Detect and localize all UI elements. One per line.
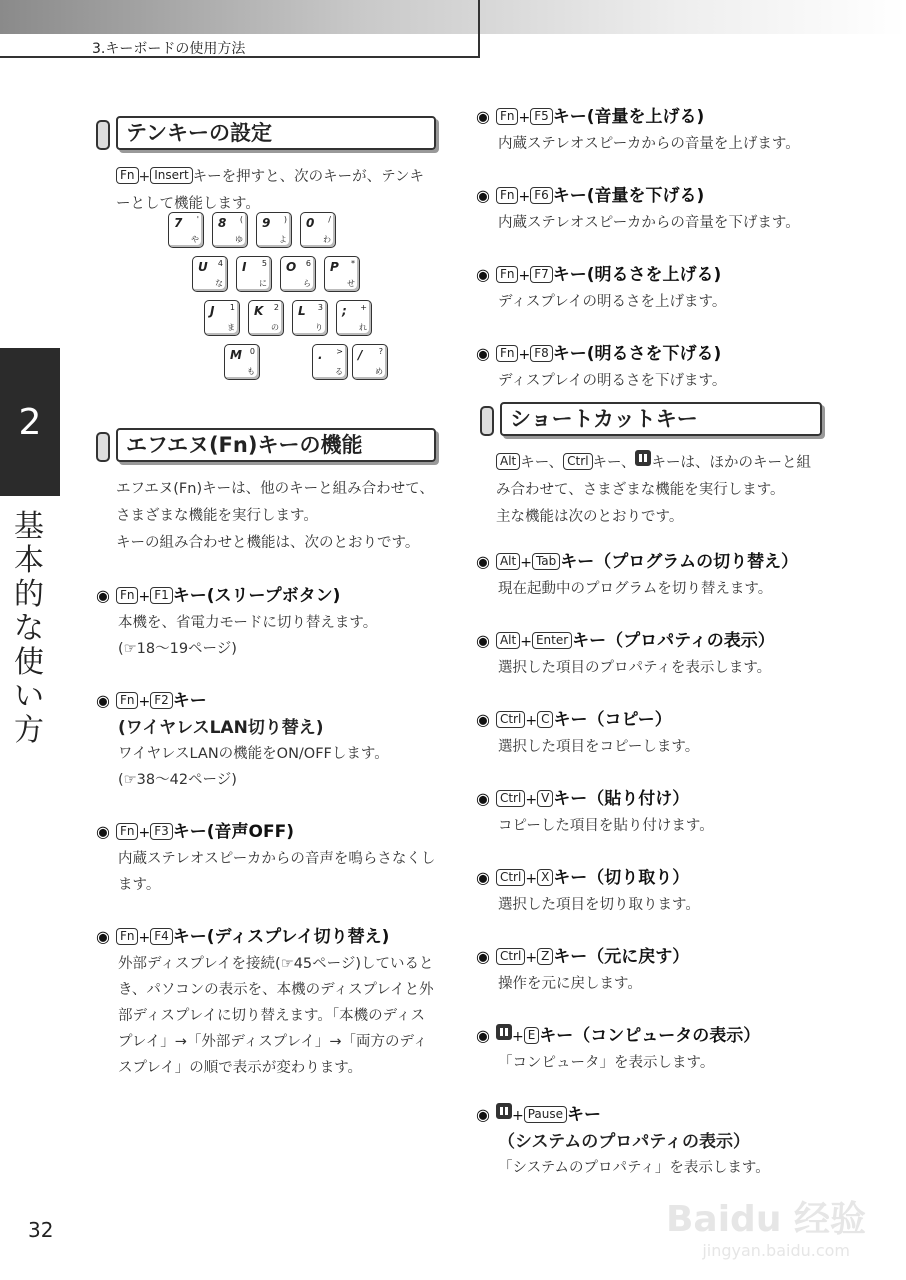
keypad-key: O 6 ら	[280, 256, 316, 292]
chapter-number-tab: 2	[0, 348, 60, 496]
watermark-brand: Baidu 经验	[665, 1199, 866, 1240]
key-cap: Fn	[116, 692, 139, 709]
key-cap: Ctrl	[496, 948, 525, 965]
key-cap: Ctrl	[496, 790, 525, 807]
bullet-icon: ◉	[476, 789, 490, 808]
bullet-icon: ◉	[476, 265, 490, 284]
right-column	[476, 104, 822, 1181]
item-label: キー(ディスプレイ切り替え)	[172, 927, 390, 947]
keypad-key: 0 / わ	[300, 212, 336, 248]
tenkey-description: Fn + Insert キーを押すと、次のキーが、テンキーとして機能します。	[116, 168, 424, 212]
keypad-key: ; + れ	[336, 300, 372, 336]
key-cap: Fn	[116, 928, 139, 945]
item-label: キー（切り取り）	[553, 868, 690, 888]
key-cap: F3	[150, 823, 173, 840]
key-cap: C	[537, 711, 553, 728]
fn-title: エフエヌ(Fn)キーの機能	[116, 428, 436, 462]
item-label: キー(スリープボタン)	[172, 586, 341, 606]
keypad-key: U 4 な	[192, 256, 228, 292]
key-cap: V	[537, 790, 553, 807]
shortcut-item: ◉ + Pause キー （システムのプロパティの表示） 「システムのプロパティ」を表示します。	[476, 1102, 822, 1181]
key-cap: Fn	[116, 823, 139, 840]
item-desc: 「システムのプロパティ」を表示します。	[498, 1160, 770, 1176]
key-cap: F1	[150, 587, 173, 604]
shortcut-item: ◉ Ctrl + C キー（コピー） 選択した項目をコピーします。	[476, 707, 822, 760]
item-label: キー	[172, 691, 207, 711]
fn-item: ◉ Fn + F7 キー(明るさを上げる) ディスプレイの明るさを上げます。	[476, 262, 822, 315]
chapter-title: 基本的な使い方	[14, 509, 44, 748]
item-desc: 現在起動中のプログラムを切り替えます。	[498, 581, 773, 597]
desc-text: キー、	[520, 455, 564, 471]
key-cap: Alt	[496, 453, 520, 470]
section-tab-icon	[96, 432, 110, 462]
item-label: キー(音量を下げる)	[552, 186, 705, 206]
tenkey-desc-text: キーを押すと、次のキーが、テンキーとして機能します。	[116, 169, 424, 212]
item-desc: 本機を、省電力モードに切り替えます。	[118, 615, 378, 631]
item-label: キー（貼り付け）	[553, 789, 690, 809]
key-cap: Enter	[532, 632, 572, 649]
item-label: キー（プロパティの表示）	[572, 631, 775, 651]
item-desc: ディスプレイの明るさを下げます。	[498, 373, 727, 389]
keypad-key: P * せ	[324, 256, 360, 292]
bullet-icon: ◉	[476, 344, 490, 363]
key-cap: Fn	[496, 266, 519, 283]
keypad-key: 7 ' や	[168, 212, 204, 248]
key-cap: F6	[530, 187, 553, 204]
bullet-icon: ◉	[96, 927, 110, 946]
bullet-icon: ◉	[476, 631, 490, 650]
key-cap: Z	[537, 948, 553, 965]
item-label: キー	[567, 1105, 601, 1125]
key-cap: E	[524, 1027, 540, 1044]
keypad-key: . > る	[312, 344, 348, 380]
keypad-key: L 3 り	[292, 300, 328, 336]
item-desc: 選択した項目をコピーします。	[498, 739, 700, 755]
key-cap: Pause	[524, 1106, 567, 1123]
bullet-icon: ◉	[476, 1105, 490, 1124]
bullet-icon: ◉	[96, 586, 110, 605]
shortcut-description-2: 主な機能は次のとおりです。	[496, 509, 684, 525]
fn-heading	[96, 428, 436, 466]
key-cap: Ctrl	[496, 869, 525, 886]
item-label: キー(明るさを下げる)	[552, 344, 722, 364]
shortcut-description	[496, 450, 822, 504]
fn-item: ◉ Fn + F2 キー (ワイヤレスLAN切り替え) ワイヤレスLANの機能をON/OFFします。 (☞38〜42ページ)	[96, 688, 436, 793]
fn-item: ◉ Fn + F1 キー(スリープボタン) 本機を、省電力モードに切り替えます。 (☞18〜19ページ)	[96, 583, 436, 662]
key-cap: Fn	[116, 167, 139, 184]
watermark-url: jingyan.baidu.com	[702, 1241, 850, 1260]
key-cap: F2	[150, 692, 173, 709]
key-cap: F5	[530, 108, 553, 125]
key-cap: Tab	[532, 553, 560, 570]
windows-key-icon	[496, 1024, 512, 1040]
item-desc: ワイヤレスLANの機能をON/OFFします。	[118, 746, 389, 762]
fn-description: エフエヌ(Fn)キーは、他のキーと組み合わせて、さまざまな機能を実行します。	[116, 481, 434, 524]
item-ref: (☞38〜42ページ)	[118, 772, 237, 788]
fn-item: ◉ Fn + F4 キー(ディスプレイ切り替え) 外部ディスプレイを接続(☞45ページ)しているとき、パソコンの表示を、本機のディスプレイと外部ディスプレイに切り替えます。「本機のディスプレイ」→「外部ディスプレイ」→「両方のディスプレイ」の順で表示が変わります。	[96, 924, 436, 1081]
shortcut-heading	[480, 402, 822, 440]
windows-key-icon	[496, 1103, 512, 1119]
shortcut-item: ◉ + E キー（コンピュータの表示） 「コンピュータ」を表示します。	[476, 1023, 822, 1076]
tenkey-title: テンキーの設定	[116, 116, 436, 150]
item-label: キー(明るさを上げる)	[552, 265, 722, 285]
item-desc: 選択した項目のプロパティを表示します。	[498, 660, 772, 676]
item-desc: ディスプレイの明るさを上げます。	[498, 294, 727, 310]
item-ref: (☞18〜19ページ)	[118, 641, 237, 657]
item-desc: 選択した項目を切り取ります。	[498, 897, 700, 913]
item-desc: 外部ディスプレイを接続(☞45ページ)しているとき、パソコンの表示を、本機のディスプレイと外部ディスプレイに切り替えます。「本機のディスプレイ」→「外部ディスプレイ」→「両方のディスプレイ」の順で表示が変わります。	[118, 956, 434, 1076]
shortcut-item: ◉ Ctrl + Z キー（元に戻す） 操作を元に戻します。	[476, 944, 822, 997]
item-label: キー（コピー）	[553, 710, 672, 730]
keypad-key: 8 ( ゆ	[212, 212, 248, 248]
section-tab-icon	[96, 120, 110, 150]
fn-item: ◉ Fn + F3 キー(音声OFF) 内蔵ステレオスピーカからの音声を鳴らさなくします。	[96, 819, 436, 898]
page-number: 32	[28, 1218, 54, 1242]
bullet-icon: ◉	[476, 186, 490, 205]
keypad-key: 9 ) よ	[256, 212, 292, 248]
shortcut-title: ショートカットキー	[500, 402, 822, 436]
desc-text: キーは、ほかのキーと組み合わせて、さまざまな機能を実行します。	[496, 455, 811, 498]
item-desc: 内蔵ステレオスピーカからの音量を上げます。	[498, 136, 800, 152]
fn-item: ◉ Fn + F5 キー(音量を上げる) 内蔵ステレオスピーカからの音量を上げます。	[476, 104, 822, 157]
keypad-key: / ? め	[352, 344, 388, 380]
key-cap: F4	[150, 928, 173, 945]
item-desc: 内蔵ステレオスピーカからの音量を下げます。	[498, 215, 800, 231]
shortcut-item: ◉ Alt + Tab キー（プログラムの切り替え） 現在起動中のプログラムを切り替えます。	[476, 549, 822, 602]
key-cap: Ctrl	[496, 711, 525, 728]
bullet-icon: ◉	[476, 107, 490, 126]
item-label: キー（プログラムの切り替え）	[560, 552, 799, 572]
item-desc: コピーした項目を貼り付けます。	[498, 818, 714, 834]
item-label: キー(音声OFF)	[172, 822, 294, 842]
bullet-icon: ◉	[476, 552, 490, 571]
key-cap: X	[537, 869, 553, 886]
keypad-key: K 2 の	[248, 300, 284, 336]
item-desc: 内蔵ステレオスピーカからの音声を鳴らさなくします。	[118, 851, 436, 893]
keypad-key: I 5 に	[236, 256, 272, 292]
left-column	[96, 116, 436, 1076]
shortcut-item: ◉ Ctrl + V キー（貼り付け） コピーした項目を貼り付けます。	[476, 786, 822, 839]
fn-description-2: キーの組み合わせと機能は、次のとおりです。	[116, 535, 420, 551]
windows-key-icon	[635, 450, 651, 466]
bullet-icon: ◉	[476, 710, 490, 729]
key-cap: Fn	[116, 587, 139, 604]
bullet-icon: ◉	[476, 868, 490, 887]
item-desc: 操作を元に戻します。	[498, 976, 642, 992]
bullet-icon: ◉	[476, 1026, 490, 1045]
fn-item: ◉ Fn + F6 キー(音量を下げる) 内蔵ステレオスピーカからの音量を下げます。	[476, 183, 822, 236]
item-sublabel: （システムのプロパティの表示）	[498, 1132, 750, 1152]
tenkey-keypad-illustration	[168, 212, 448, 390]
key-cap: Alt	[496, 632, 520, 649]
key-cap: Alt	[496, 553, 520, 570]
fn-item: ◉ Fn + F8 キー(明るさを下げる) ディスプレイの明るさを下げます。	[476, 341, 822, 394]
header-section-title: 3.キーボードの使用方法	[92, 41, 246, 57]
key-cap: Fn	[496, 108, 519, 125]
key-cap: Fn	[496, 187, 519, 204]
bullet-icon: ◉	[96, 691, 110, 710]
key-cap: Fn	[496, 345, 519, 362]
item-desc: 「コンピュータ」を表示します。	[498, 1055, 715, 1071]
desc-text: キー、	[592, 455, 636, 471]
bullet-icon: ◉	[96, 822, 110, 841]
key-cap: F7	[530, 266, 553, 283]
item-label: キー（元に戻す）	[553, 947, 690, 967]
key-cap: Insert	[150, 167, 192, 184]
keypad-key: M 0 も	[224, 344, 260, 380]
item-sublabel: (ワイヤレスLAN切り替え)	[118, 718, 324, 738]
shortcut-item: ◉ Ctrl + X キー（切り取り） 選択した項目を切り取ります。	[476, 865, 822, 918]
bullet-icon: ◉	[476, 947, 490, 966]
item-label: キー(音量を上げる)	[552, 107, 705, 127]
section-tab-icon	[480, 406, 494, 436]
key-cap: F8	[530, 345, 553, 362]
key-cap: Ctrl	[563, 453, 592, 470]
shortcut-item: ◉ Alt + Enter キー（プロパティの表示） 選択した項目のプロパティを表示します。	[476, 628, 822, 681]
keypad-key: J 1 ま	[204, 300, 240, 336]
tenkey-heading	[96, 116, 436, 154]
item-label: キー（コンピュータの表示）	[539, 1026, 761, 1046]
